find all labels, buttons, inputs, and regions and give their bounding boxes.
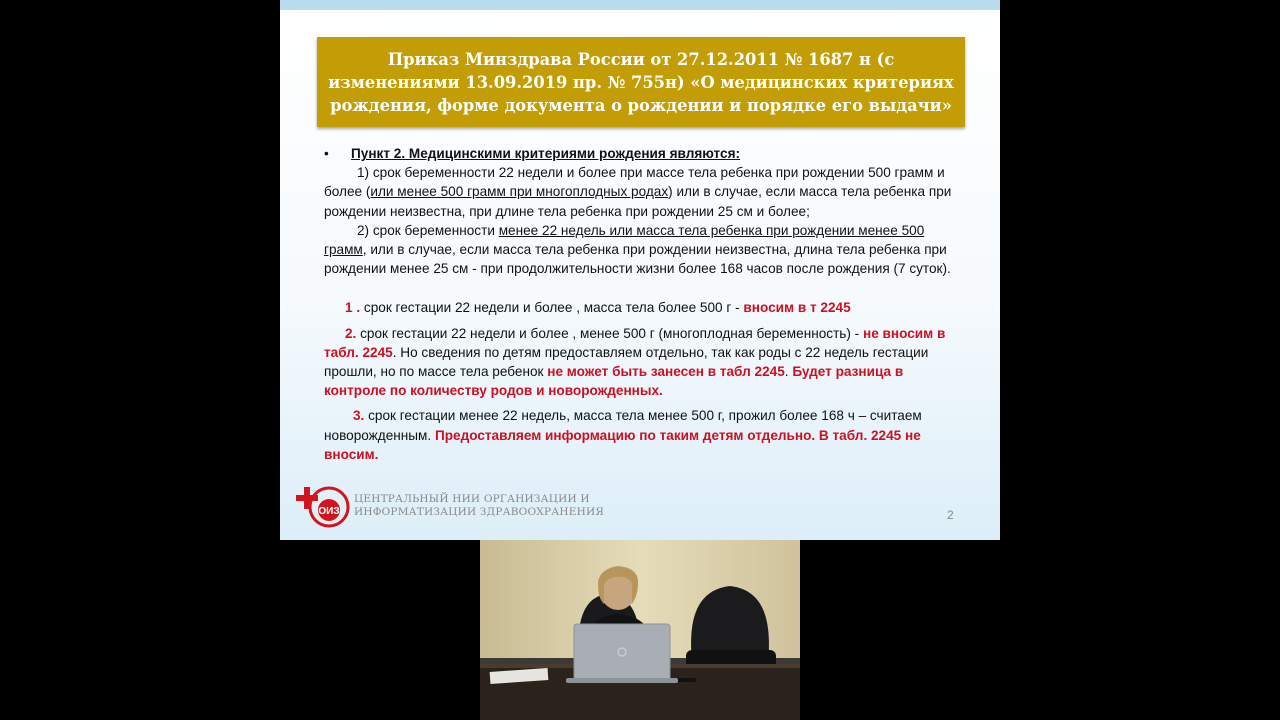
note-3-number: 3. xyxy=(353,408,365,424)
organization-logo-icon xyxy=(293,481,355,529)
note-2-number: 2. xyxy=(345,325,357,341)
slide-top-bar xyxy=(280,0,1000,10)
note-3: 3. срок гестации менее 22 недель, масса тела менее 500 г, прожил более 168 ч – считаем новорожденным. Предоставляем информацию по таким детям отдельно. В табл. 2245 не вносим. xyxy=(324,408,922,462)
slide-title-box xyxy=(317,37,965,127)
slide-body xyxy=(324,144,964,464)
logo-text: ОИЗ xyxy=(318,506,340,517)
criterion-1: 1) срок беременности 22 недели и более при массе тела ребенка при рождении 500 грамм и более (или менее 500 грамм при многоплодных родах) или в случае, если масса тела ребенка при рождении неизвестна, при длине тела ребенка при рождении 25 см и более; xyxy=(324,165,952,219)
note-1-number: 1 . xyxy=(345,300,361,316)
presentation-slide xyxy=(280,0,1000,540)
webcam-feed-image xyxy=(480,540,800,720)
note-2: 2. срок гестации 22 недели и более , менее 500 г (многоплодная беременность) - не вносим в табл. 2245. Но сведения по детям предоставляем отдельно, так как роды с 22 недель гестации прошли, но по массе тела ребенок не может быть занесен в табл 2245. Будет разница в контроле по количеству родов и новорожденных. xyxy=(324,325,946,399)
point-heading-line xyxy=(324,144,964,163)
point-heading: Пункт 2. Медицинскими критериями рождения являются: xyxy=(351,146,741,161)
criterion-2: 2) срок беременности менее 22 недель или масса тела ребенка при рождении менее 500 грамм, или в случае, если масса тела ребенка при рождении неизвестна, длина тела ребенка при рождении менее 25 см - при продолжительности жизни более 168 часов после рождения (7 суток). xyxy=(324,222,951,277)
organization-name: ЦЕНТРАЛЬНЫЙ НИИ ОРГАНИЗАЦИИ И ИНФОРМАТИЗАЦИИ ЗДРАВООХРАНЕНИЯ xyxy=(354,493,605,518)
webcam-video xyxy=(480,540,800,720)
note-1: 1 . срок гестации 22 недели и более , масса тела более 500 г - вносим в т 2245 xyxy=(345,300,851,316)
slide-page-number: 2 xyxy=(947,508,954,522)
logo-cross-icon xyxy=(296,487,318,509)
slide-title: Приказ Минздрава России от 27.12.2011 № 1687 н (с изменениями 13.09.2019 пр. № 755н) «О медицинских критериях рождения, форме документа о рождении и порядке его выдачи» xyxy=(328,49,954,115)
bullet-icon: • xyxy=(324,146,329,161)
